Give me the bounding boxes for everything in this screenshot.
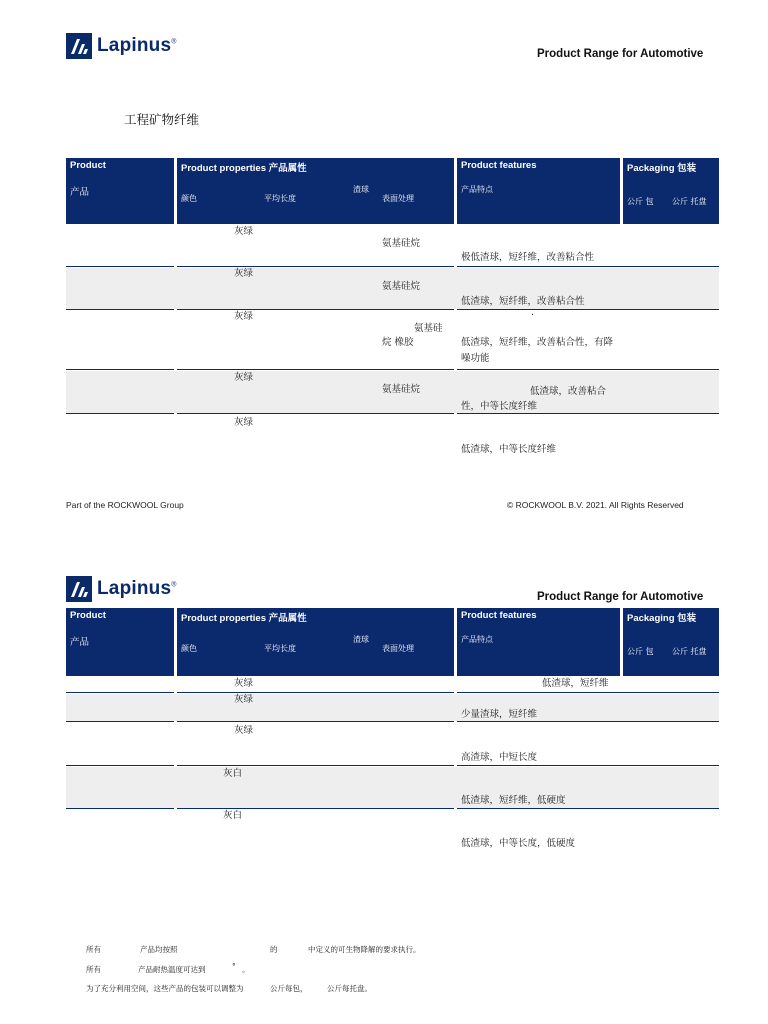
header-features-cn: 产品特点 (461, 635, 493, 644)
header-product-label: Product (70, 160, 106, 171)
header-pack-pallet: 公斤 托盘 (672, 647, 707, 656)
row-rule (66, 266, 174, 267)
row-rule (457, 808, 719, 809)
header-properties-label: Product properties 产品属性 (181, 163, 307, 174)
row-features-a: 低渣球，改善粘合 (530, 386, 607, 397)
row-dot: · (531, 310, 535, 321)
row-rule (177, 721, 454, 722)
row-features: 低渣球，短纤维，改善粘合性，有降噪功能 (461, 337, 614, 364)
header-packaging-label: Packaging 包装 (627, 163, 697, 174)
row-rule (177, 266, 454, 267)
row-rule (66, 765, 174, 766)
row-surface: 氨基硅烷 (382, 281, 421, 292)
row-surface-b: 烷 橡胶 (382, 337, 414, 348)
row-color: 灰绿 (234, 417, 254, 428)
brand-name: Lapinus® (97, 35, 177, 56)
note-1-c: 的 (270, 945, 278, 954)
header-product-cn: 产品 (70, 637, 90, 648)
note-2-b: 产品耐热温度可达到 (138, 965, 206, 974)
note-1-a: 所有 (86, 945, 101, 954)
row-color: 灰白 (223, 768, 243, 779)
row-features: 低渣球，中等长度纤维 (461, 444, 557, 455)
row-rule (457, 309, 719, 310)
row-rule (457, 413, 719, 414)
header-product-cn: 产品 (70, 187, 90, 198)
header-features-label: Product features (461, 160, 537, 171)
header-properties-label: Product properties 产品属性 (181, 613, 307, 624)
header-color: 颜色 (181, 194, 197, 203)
row-surface: 氨基硅烷 (382, 384, 421, 395)
footer-left: Part of the ROCKWOOL Group (66, 500, 184, 510)
row-rule (457, 692, 719, 693)
lapinus-logo-icon (66, 33, 92, 59)
row-color: 灰绿 (234, 268, 254, 279)
row-rule (177, 765, 454, 766)
row-color: 灰绿 (234, 372, 254, 383)
note-1-b: 产品均按照 (140, 945, 178, 954)
table-row-bg (66, 694, 719, 721)
table-row-bg (66, 767, 719, 808)
header-pack-bag: 公斤 包 (627, 197, 654, 206)
header-product-label: Product (70, 610, 106, 621)
row-features: 低渣球，短纤维，改善粘合性 (461, 296, 585, 307)
header-surface: 表面处理 (382, 194, 414, 203)
row-rule (66, 721, 174, 722)
row-rule (457, 369, 719, 370)
row-color: 灰白 (223, 810, 243, 821)
header-surface: 表面处理 (382, 644, 414, 653)
row-surface-a: 氨基硅 (414, 323, 443, 334)
header-color: 颜色 (181, 644, 197, 653)
row-color: 灰绿 (234, 725, 254, 736)
row-rule (66, 309, 174, 310)
footer-right: © ROCKWOOL B.V. 2021. All Rights Reserved (507, 500, 684, 510)
row-features: 低渣球，中等长度，低硬度 (461, 838, 576, 849)
row-features: 少量渣球，短纤维 (461, 709, 538, 720)
row-features: 低渣球，短纤维，低硬度 (461, 795, 566, 806)
row-rule (66, 413, 174, 414)
row-color: 灰绿 (234, 311, 254, 322)
page-header-title: Product Range for Automotive (537, 48, 704, 60)
row-color: 灰绿 (234, 694, 254, 705)
row-features: 高渣球，中短长度 (461, 752, 538, 763)
header-pack-pallet: 公斤 托盘 (672, 197, 707, 206)
row-rule (457, 721, 719, 722)
note-2-a: 所有 (86, 965, 101, 974)
note-3-c: 公斤每托盘。 (327, 984, 372, 993)
row-color: 灰绿 (234, 678, 254, 689)
brand-name: Lapinus® (97, 578, 177, 599)
page-header-title: Product Range for Automotive (537, 591, 704, 603)
row-rule (177, 369, 454, 370)
row-rule (177, 309, 454, 310)
row-rule (177, 808, 454, 809)
row-features: 低渣球，短纤维 (542, 678, 609, 689)
row-rule (66, 692, 174, 693)
row-color: 灰绿 (234, 226, 254, 237)
header-avg-length: 平均长度 (264, 194, 296, 203)
lapinus-logo-icon (66, 576, 92, 602)
row-rule (66, 808, 174, 809)
row-rule (457, 765, 719, 766)
header-features-label: Product features (461, 610, 537, 621)
row-features: 极低渣球，短纤维，改善粘合性 (461, 252, 595, 263)
row-rule (66, 369, 174, 370)
note-2-d: 。 (242, 965, 250, 974)
row-rule (457, 266, 719, 267)
section-title: 工程矿物纤维 (124, 112, 200, 127)
note-2-c: ° (232, 962, 236, 971)
note-1-d: 中定义的可生物降解的要求执行。 (308, 945, 421, 954)
note-3-b: 公斤每包， (270, 984, 308, 993)
header-shot: 渣球 (353, 185, 369, 194)
header-avg-length: 平均长度 (264, 644, 296, 653)
row-rule (177, 413, 454, 414)
row-rule (177, 692, 454, 693)
header-packaging-label: Packaging 包装 (627, 613, 697, 624)
row-features-b: 性，中等长度纤维 (461, 401, 538, 412)
header-features-cn: 产品特点 (461, 185, 493, 194)
header-shot: 渣球 (353, 635, 369, 644)
note-3-a: 为了充分利用空间，这些产品的包装可以调整为 (86, 984, 244, 993)
row-surface: 氨基硅烷 (382, 238, 421, 249)
header-pack-bag: 公斤 包 (627, 647, 654, 656)
